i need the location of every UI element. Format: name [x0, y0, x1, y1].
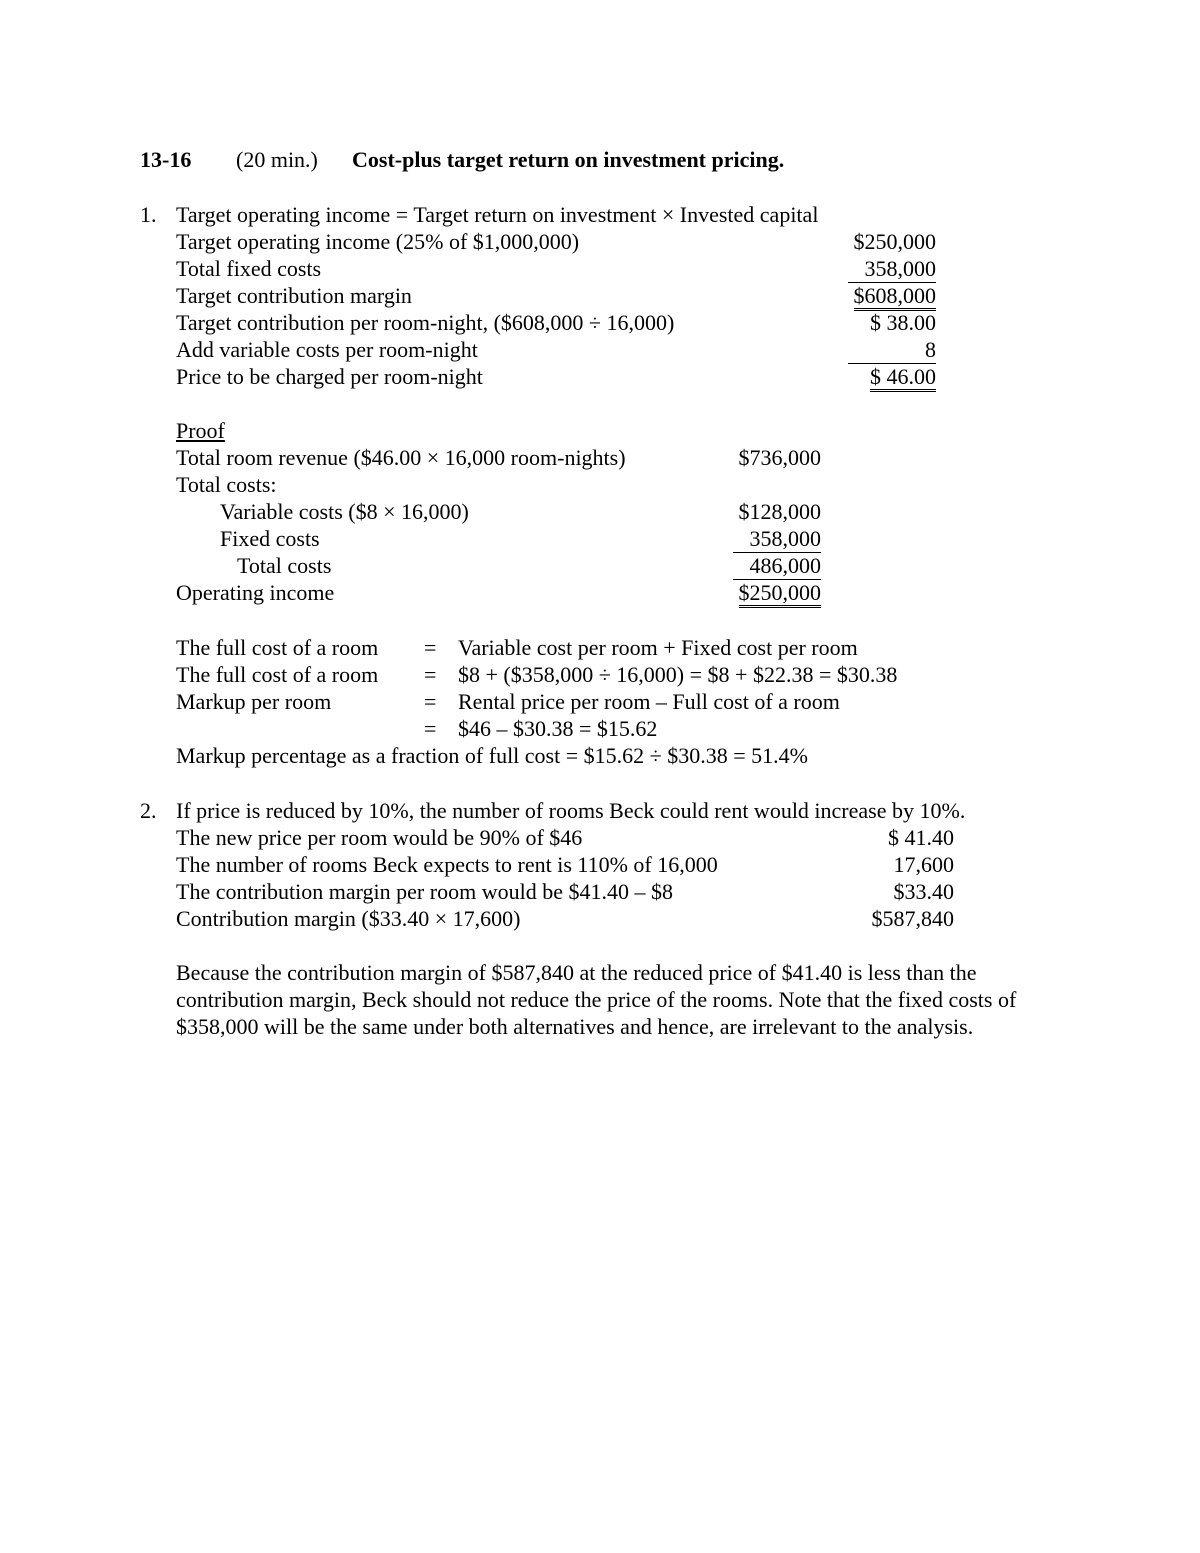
row-label: Target contribution margin: [176, 283, 412, 308]
conclusion-paragraph: Because the contribution margin of $587,840 at the reduced price of $41.40 is less than the contribution margin, Beck should not reduce the price of the rooms. Note that the fixed costs of $358,000 will be the same under both alternatives and hence, are irrelevant to the analysis.: [176, 960, 1017, 1039]
row-label: Add variable costs per room-night: [176, 337, 478, 362]
proof-value: 486,000: [733, 552, 821, 580]
markup-label: The full cost of a room: [176, 662, 379, 687]
problem-title: Cost-plus target return on investment pricing.: [352, 147, 785, 172]
row-value: 8: [848, 336, 936, 364]
equals-sign: =: [424, 635, 437, 660]
equals-sign: =: [424, 689, 437, 714]
equals-sign: =: [424, 662, 437, 687]
proof-value: $250,000: [739, 581, 822, 608]
row-value: 358,000: [848, 255, 936, 283]
part2-label: The new price per room would be 90% of $46: [176, 825, 583, 850]
part2-value: $33.40: [893, 879, 954, 904]
markup-expression: Variable cost per room + Fixed cost per room: [458, 635, 858, 660]
proof-value: $736,000: [738, 445, 821, 470]
part2-intro: If price is reduced by 10%, the number of rooms Beck could rent would increase by 10%.: [176, 798, 966, 823]
part2-value: $587,840: [871, 906, 954, 931]
problem-time: (20 min.): [236, 147, 318, 172]
part1-number: 1.: [140, 202, 157, 227]
markup-label: The full cost of a room: [176, 635, 379, 660]
row-value: $250,000: [853, 229, 936, 254]
row-label: Target operating income (25% of $1,000,000): [176, 229, 580, 254]
markup-percentage: Markup percentage as a fraction of full cost = $15.62 ÷ $30.38 = 51.4%: [176, 743, 808, 768]
equals-sign: =: [424, 716, 437, 741]
row-value: $608,000: [854, 284, 937, 311]
markup-expression: Rental price per room – Full cost of a room: [458, 689, 840, 714]
part2-value: $ 41.40: [888, 825, 954, 850]
part2-number: 2.: [140, 798, 157, 823]
row-value: $ 38.00: [870, 310, 936, 335]
row-value: $ 46.00: [870, 365, 936, 392]
markup-label: Markup per room: [176, 689, 332, 714]
part2-value: 17,600: [893, 852, 954, 877]
problem-number: 13-16: [140, 147, 192, 172]
proof-value: 358,000: [733, 525, 821, 553]
part2-label: The contribution margin per room would be $41.40 – $8: [176, 879, 673, 904]
target-income-formula: Target operating income = Target return on investment × Invested capital: [176, 202, 819, 227]
proof-heading: Proof: [176, 418, 225, 443]
markup-expression: $8 + ($358,000 ÷ 16,000) = $8 + $22.38 = $30.38: [458, 662, 898, 687]
proof-label: Variable costs ($8 × 16,000): [220, 499, 469, 524]
proof-value: $128,000: [738, 499, 821, 524]
markup-expression: $46 – $30.38 = $15.62: [458, 716, 658, 741]
proof-label: Total room revenue ($46.00 × 16,000 room-nights): [176, 445, 626, 470]
proof-label: Total costs:: [176, 472, 277, 497]
proof-label: Fixed costs: [220, 526, 320, 551]
row-label: Total fixed costs: [176, 256, 322, 281]
proof-label: Total costs: [237, 553, 332, 578]
proof-label: Operating income: [176, 580, 335, 605]
row-label: Target contribution per room-night, ($608,000 ÷ 16,000): [176, 310, 675, 335]
row-label: Price to be charged per room-night: [176, 364, 483, 389]
part2-label: The number of rooms Beck expects to rent is 110% of 16,000: [176, 852, 718, 877]
part2-label: Contribution margin ($33.40 × 17,600): [176, 906, 521, 931]
